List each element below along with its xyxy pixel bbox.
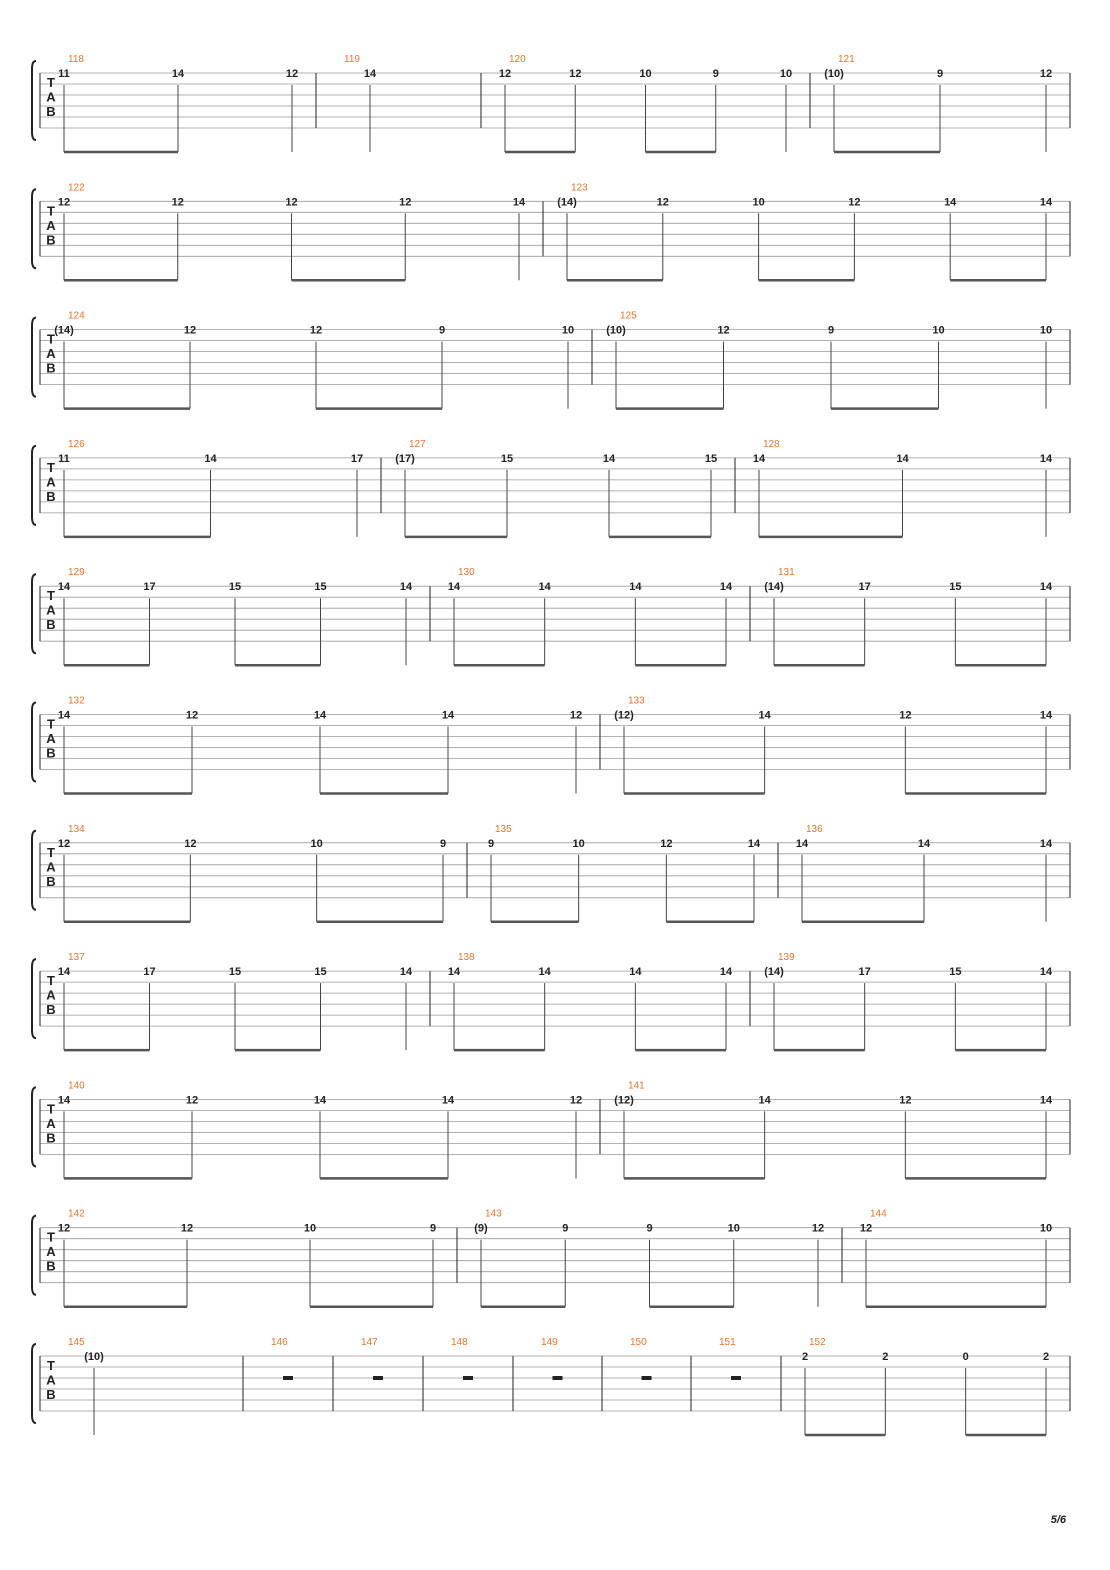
fret-number: 14 [629,966,642,979]
measure-number: 134 [68,823,85,835]
fret-number: 2 [1042,1351,1050,1363]
measure-number: 152 [809,1337,826,1348]
tab-clef-letter: A [46,89,56,105]
fret-number: 14 [747,837,761,850]
fret-number: 14 [944,196,957,209]
measure-number: 118 [68,54,84,65]
measure-number: 148 [451,1337,468,1348]
fret-number: 17 [143,966,156,979]
measure-number: 121 [838,54,855,65]
fret-number: 14 [512,196,526,209]
measure-number: 137 [68,952,85,964]
fret-number: (14) [764,581,784,594]
tab-clef-letter: T [47,459,55,475]
fret-number: 10 [727,1222,740,1235]
measure-number: 125 [620,310,637,322]
fret-number: 14 [1039,196,1053,209]
tab-clef-letter: A [46,602,56,618]
fret-number: 12 [171,196,184,209]
tab-clef-letter: A [46,987,56,1003]
tab-clef-letter: A [46,1244,56,1260]
fret-number: (10) [824,68,844,80]
tab-clef-letter: B [46,1130,56,1146]
fret-number: 9 [487,837,495,850]
fret-number: 14 [363,68,377,80]
fret-number: 9 [429,1222,437,1235]
fret-number: 12 [285,196,298,209]
fret-number: 12 [57,837,71,850]
fret-number: 14 [719,966,733,979]
fret-number: 14 [57,581,71,594]
fret-number: (10) [606,324,626,337]
fret-number: 15 [314,966,327,979]
fret-number: 12 [184,837,197,850]
fret-number: 12 [309,324,323,337]
tab-clef-letter: T [47,1101,55,1117]
fret-number: 14 [441,1094,455,1107]
fret-number: 14 [1039,452,1053,465]
system-bracket [32,703,36,782]
tab-clef-letter: A [46,859,56,875]
system-bracket [32,61,36,140]
fret-number: 9 [438,324,446,337]
fret-number: 9 [439,837,447,850]
tab-clef-letter: B [46,488,56,504]
measure-number: 143 [485,1208,502,1220]
fret-number: 14 [447,966,461,979]
whole-rest [642,1376,652,1380]
fret-number: 9 [562,1222,569,1235]
measure-number: 124 [68,310,85,322]
measure-number: 126 [68,438,85,450]
fret-number: 2 [801,1351,809,1363]
fret-number: (14) [557,196,577,209]
fret-number: 12 [660,837,673,850]
tab-clef-letter: T [47,973,55,989]
fret-number: 15 [228,966,242,979]
tab-clef-letter: B [46,873,56,889]
fret-number: 9 [936,68,944,80]
fret-number: 10 [932,324,945,337]
fret-number: (10) [84,1351,104,1363]
fret-number: 14 [1039,837,1053,850]
measure-number: 132 [68,695,85,707]
fret-number: 12 [848,196,861,209]
fret-number: 12 [859,1222,873,1235]
measure-number: 127 [409,438,426,450]
measure-number: 120 [509,54,526,65]
fret-number: 14 [795,837,809,850]
fret-number: 11 [58,68,70,80]
fret-number: 12 [569,68,582,80]
fret-number: 12 [185,1094,199,1107]
fret-number: 12 [899,1094,912,1107]
fret-number: 10 [779,68,793,80]
fret-number: 17 [858,581,871,594]
fret-number: 12 [180,1222,194,1235]
tab-clef-letter: T [47,75,55,90]
fret-number: 14 [313,1094,327,1107]
system-bracket [32,189,36,268]
fret-number: (14) [54,324,74,337]
fret-number: 10 [561,324,575,337]
fret-number: 14 [538,581,551,594]
tab-clef-letter: B [46,104,56,119]
fret-number: 12 [285,68,299,80]
system-bracket [32,959,36,1038]
measure-number: 147 [361,1337,378,1348]
fret-number: 14 [538,966,551,979]
fret-number: 17 [143,581,156,594]
whole-rest [373,1376,383,1380]
tab-clef-letter: A [46,346,56,362]
tab-clef-letter: A [46,217,56,233]
fret-number: 14 [57,1094,71,1107]
tab-clef-letter: A [46,1372,56,1388]
measure-number: 149 [541,1337,558,1348]
whole-rest [463,1376,473,1380]
system-bracket [32,831,36,910]
fret-number: 12 [656,196,669,209]
fret-number: 14 [1039,581,1053,594]
tab-clef-letter: B [46,617,56,633]
fret-number: 15 [314,581,327,594]
fret-number: 0 [962,1351,969,1363]
fret-number: (17) [395,452,415,465]
fret-number: 10 [303,1222,317,1235]
system-bracket [32,446,36,525]
fret-number: 15 [228,581,242,594]
fret-number: 17 [858,966,871,979]
fret-number: 12 [185,709,199,722]
measure-number: 133 [628,695,645,707]
fret-number: 14 [441,709,455,722]
fret-number: 14 [896,452,909,465]
system-bracket [32,1344,36,1423]
measure-number: 122 [68,182,85,194]
system-bracket [32,1216,36,1295]
fret-number: 14 [719,581,733,594]
measure-number: 150 [630,1337,647,1348]
fret-number: 12 [569,709,583,722]
fret-number: 14 [602,452,616,465]
whole-rest [283,1376,293,1380]
tab-clef-letter: A [46,1115,56,1131]
tab-clef-letter: T [47,331,55,347]
fret-number: 14 [629,581,642,594]
tab-clef-letter: A [46,474,56,490]
measure-number: 141 [628,1080,645,1092]
fret-number: 9 [646,1222,653,1235]
fret-number: 14 [399,581,413,594]
fret-number: 14 [447,581,461,594]
fret-number: 15 [704,452,718,465]
measure-number: 135 [495,823,512,835]
fret-number: 11 [58,452,70,465]
fret-number: 15 [949,581,962,594]
measure-number: 151 [719,1337,736,1348]
fret-number: 14 [204,452,217,465]
fret-number: 14 [752,452,766,465]
fret-number: 10 [639,68,652,80]
measure-number: 139 [778,952,795,964]
fret-number: 12 [899,709,912,722]
whole-rest [553,1376,563,1380]
fret-number: 12 [498,68,512,80]
fret-number: 10 [1039,324,1053,337]
fret-number: 17 [350,452,364,465]
measure-number: 130 [458,567,475,579]
fret-number: 14 [758,709,771,722]
measure-number: 131 [778,567,795,579]
fret-number: (12) [614,709,634,722]
measure-number: 145 [68,1337,85,1348]
tab-clef-letter: T [47,203,55,219]
fret-number: 14 [917,837,931,850]
tab-clef-letter: B [46,1387,56,1402]
fret-number: 10 [572,837,585,850]
fret-number: (14) [764,966,784,979]
fret-number: 10 [310,837,323,850]
tab-clef-letter: A [46,731,56,746]
fret-number: 14 [57,966,71,979]
fret-number: 14 [171,68,185,80]
fret-number: 12 [57,1222,71,1235]
measure-number: 123 [571,182,588,194]
tab-clef-letter: B [46,360,56,376]
fret-number: 14 [1039,709,1053,722]
measure-number: 119 [344,54,360,65]
fret-number: 15 [949,966,962,979]
measure-number: 140 [68,1080,85,1092]
tab-clef-letter: T [47,716,55,732]
tab-clef-letter: T [47,588,55,604]
fret-number: 14 [1039,1094,1053,1107]
measure-number: 136 [806,823,823,835]
measure-number: 129 [68,567,85,579]
fret-number: 14 [1039,966,1053,979]
fret-number: 14 [399,966,413,979]
measure-number: 146 [271,1337,288,1348]
measure-number: 142 [68,1208,85,1220]
tab-clef-letter: T [47,844,55,860]
fret-number: 12 [569,1094,583,1107]
tab-clef-letter: T [47,1358,55,1373]
measure-number: 144 [870,1208,887,1220]
tab-clef-letter: B [46,1002,56,1018]
tab-clef-letter: T [47,1229,55,1245]
fret-number: 12 [717,324,730,337]
fret-number: (12) [614,1094,634,1107]
fret-number: 12 [1039,68,1053,80]
system-bracket [32,318,36,397]
tab-clef-letter: B [46,1258,56,1274]
fret-number: 10 [752,196,765,209]
fret-number: (9) [474,1222,488,1235]
fret-number: 12 [811,1222,825,1235]
fret-number: 14 [758,1094,771,1107]
measure-number: 138 [458,952,475,964]
measure-number: 128 [763,438,780,450]
page-number: 5/6 [1050,1514,1066,1526]
tab-clef-letter: B [46,745,56,761]
fret-number: 15 [500,452,514,465]
fret-number: 12 [183,324,197,337]
fret-number: 10 [1039,1222,1053,1235]
whole-rest [731,1376,741,1380]
fret-number: 12 [399,196,412,209]
fret-number: 9 [827,324,835,337]
tab-clef-letter: B [46,232,56,248]
fret-number: 14 [313,709,327,722]
fret-number: 12 [57,196,71,209]
system-bracket [32,574,36,653]
system-bracket [32,1087,36,1166]
fret-number: 9 [712,68,719,80]
fret-number: 2 [882,1351,889,1363]
fret-number: 14 [57,709,71,722]
